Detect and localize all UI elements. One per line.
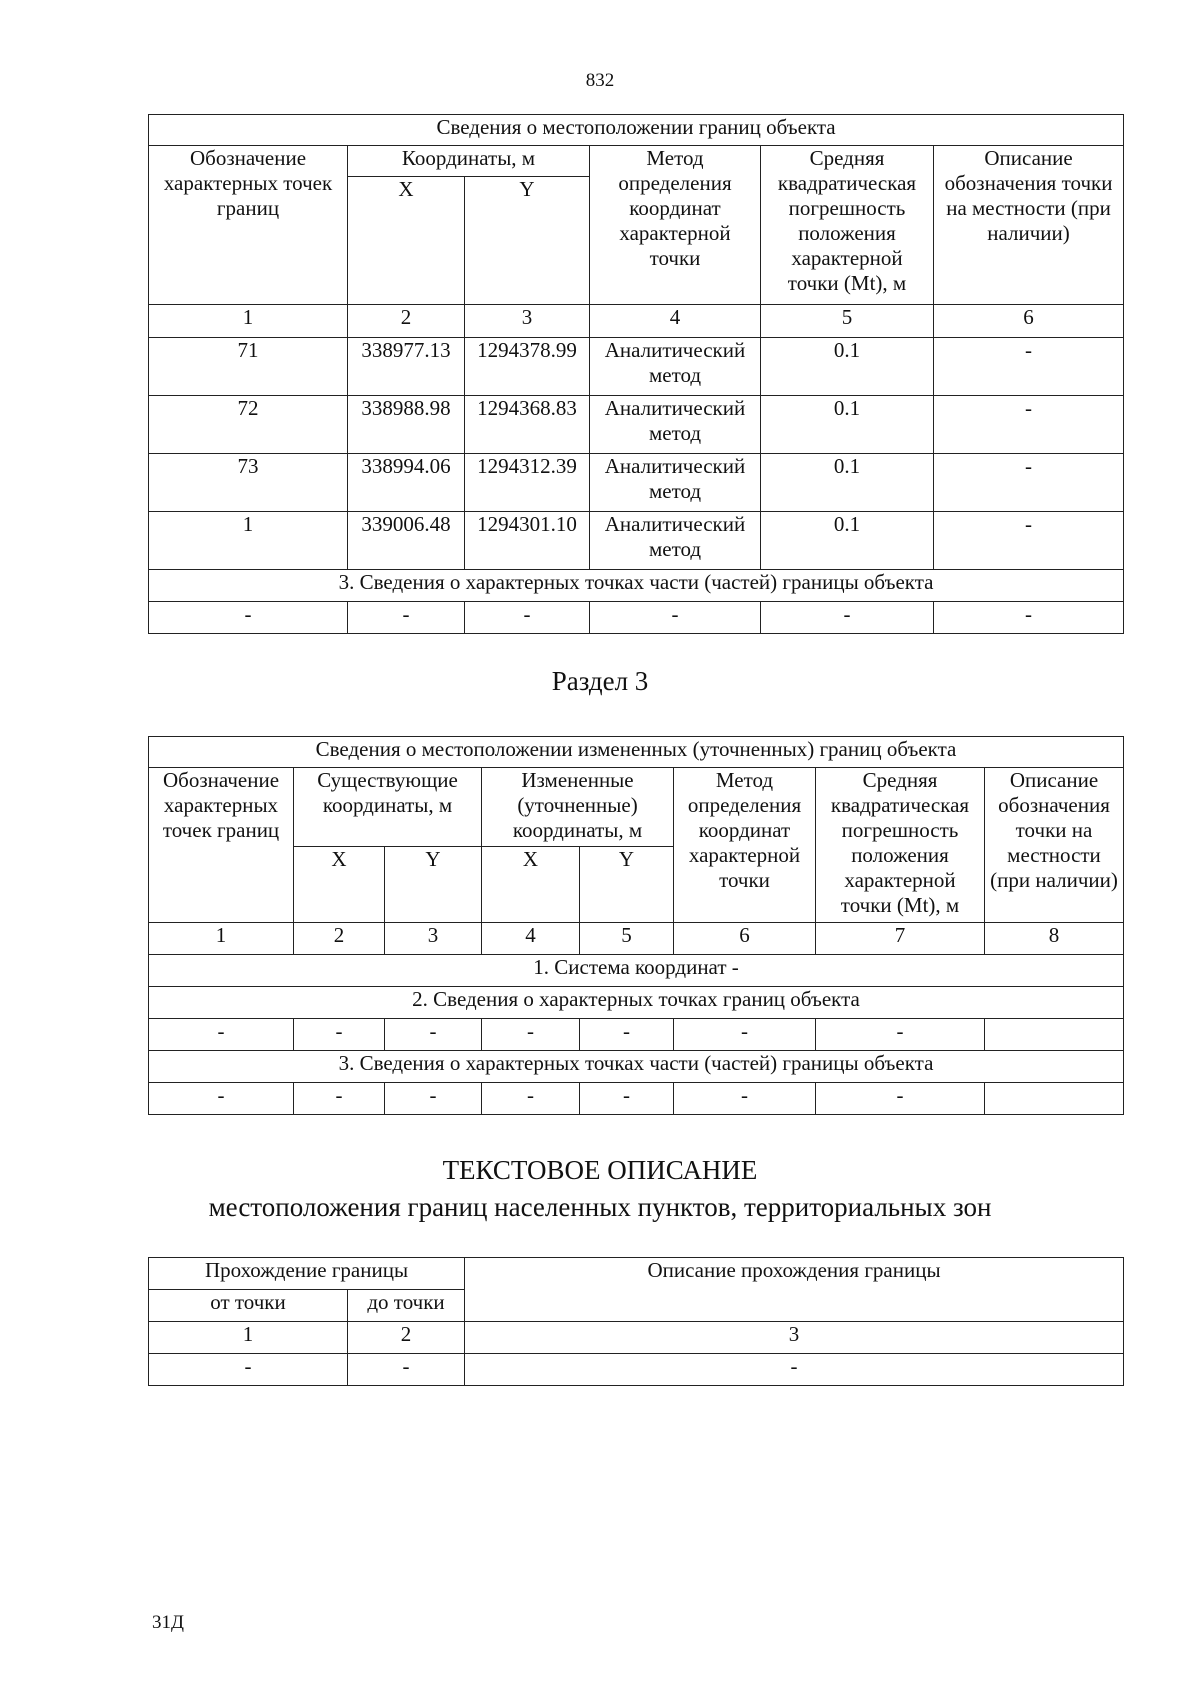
column-numbers-row: [149, 923, 1124, 955]
col-number: 4: [590, 305, 761, 338]
cell-description: -: [934, 338, 1124, 396]
changed-boundary-table: [148, 736, 1124, 1115]
cell-dash: -: [465, 602, 590, 634]
table-row: [149, 1019, 1124, 1051]
header-passage-description: Описание прохождения границы: [465, 1258, 1124, 1322]
cell-empty: [985, 1019, 1124, 1051]
header-x: X: [294, 847, 385, 923]
cell-x: 338977.13: [348, 338, 465, 396]
col-number: 2: [348, 305, 465, 338]
cell-empty: [985, 1083, 1124, 1115]
page-number: 832: [585, 70, 615, 91]
header-coordinates: Координаты, м: [348, 146, 590, 177]
cell-dash: -: [674, 1019, 816, 1051]
header-method: Метод определения координат характерной точки: [590, 146, 761, 305]
header-to-point: до точки: [348, 1290, 465, 1322]
cell-dash: -: [482, 1019, 580, 1051]
column-numbers-row: [149, 305, 1124, 338]
section-label: 3. Сведения о характерных точках части (частей) границы объекта: [149, 570, 1124, 602]
boundary-location-table: [148, 114, 1124, 634]
cell-dash: -: [761, 602, 934, 634]
cell-description: -: [934, 512, 1124, 570]
col-number: 5: [761, 305, 934, 338]
table-row: [149, 602, 1124, 634]
header-error: Средняя квадратическая погрешность положения характерной точки (Mt), м: [816, 768, 985, 923]
text-description-title: ТЕКСТОВОЕ ОПИСАНИЕ: [442, 1155, 758, 1185]
section-label: 2. Сведения о характерных точках границ объекта: [149, 987, 1124, 1019]
table-row: [149, 396, 1124, 454]
table-row: [149, 1083, 1124, 1115]
cell-point: 72: [149, 396, 348, 454]
cell-dash: -: [580, 1083, 674, 1115]
col-number: 1: [149, 305, 348, 338]
cell-dash: -: [294, 1019, 385, 1051]
cell-description: -: [934, 454, 1124, 512]
cell-dash: -: [482, 1083, 580, 1115]
col-number: 2: [294, 923, 385, 955]
header-y: Y: [580, 847, 674, 923]
col-number: 6: [934, 305, 1124, 338]
cell-dash: -: [385, 1019, 482, 1051]
header-existing-coordinates: Существующие координаты, м: [294, 768, 482, 847]
col-number: 3: [465, 305, 590, 338]
footer-code: 31Д: [152, 1612, 184, 1633]
cell-error: 0.1: [761, 454, 934, 512]
table-title: Сведения о местоположении измененных (уточненных) границ объекта: [149, 737, 1124, 768]
cell-point: 73: [149, 454, 348, 512]
header-x: X: [348, 177, 465, 305]
table-row: [149, 1354, 1124, 1386]
col-number: 5: [580, 923, 674, 955]
header-error: Средняя квадратическая погрешность положения характерной точки (Mt), м: [761, 146, 934, 305]
cell-dash: -: [149, 602, 348, 634]
cell-x: 338994.06: [348, 454, 465, 512]
table-row: [149, 454, 1124, 512]
cell-dash: -: [385, 1083, 482, 1115]
cell-y: 1294312.39: [465, 454, 590, 512]
cell-y: 1294301.10: [465, 512, 590, 570]
cell-dash: -: [816, 1083, 985, 1115]
cell-point: 71: [149, 338, 348, 396]
cell-error: 0.1: [761, 338, 934, 396]
cell-method: Аналитический метод: [590, 396, 761, 454]
cell-dash: -: [348, 602, 465, 634]
col-number: 6: [674, 923, 816, 955]
cell-error: 0.1: [761, 396, 934, 454]
column-numbers-row: [149, 1322, 1124, 1354]
header-point-designation: Обозначение характерных точек границ: [149, 146, 348, 305]
header-from-point: от точки: [149, 1290, 348, 1322]
boundary-passage-table: [148, 1257, 1124, 1386]
cell-x: 338988.98: [348, 396, 465, 454]
cell-dash: -: [149, 1354, 348, 1386]
cell-dash: -: [674, 1083, 816, 1115]
header-boundary-passage: Прохождение границы: [149, 1258, 465, 1290]
cell-point: 1: [149, 512, 348, 570]
header-y: Y: [465, 177, 590, 305]
cell-dash: -: [934, 602, 1124, 634]
cell-error: 0.1: [761, 512, 934, 570]
col-number: 8: [985, 923, 1124, 955]
cell-y: 1294378.99: [465, 338, 590, 396]
cell-dash: -: [580, 1019, 674, 1051]
header-method: Метод определения координат характерной точки: [674, 768, 816, 923]
cell-description: -: [934, 396, 1124, 454]
header-point-designation: Обозначение характерных точек границ: [149, 768, 294, 923]
section-label: 3. Сведения о характерных точках части (частей) границы объекта: [149, 1051, 1124, 1083]
col-number: 1: [149, 1322, 348, 1354]
cell-dash: -: [149, 1019, 294, 1051]
text-description-subtitle: местоположения границ населенных пунктов, территориальных зон: [208, 1192, 992, 1222]
col-number: 2: [348, 1322, 465, 1354]
header-description: Описание обозначения точки на местности (при наличии): [934, 146, 1124, 305]
section-heading: Раздел 3: [551, 666, 649, 696]
header-y: Y: [385, 847, 482, 923]
col-number: 7: [816, 923, 985, 955]
cell-y: 1294368.83: [465, 396, 590, 454]
cell-dash: -: [465, 1354, 1124, 1386]
table-row: [149, 338, 1124, 396]
col-number: 1: [149, 923, 294, 955]
header-changed-coordinates: Измененные (уточненные) координаты, м: [482, 768, 674, 847]
cell-dash: -: [149, 1083, 294, 1115]
cell-method: Аналитический метод: [590, 454, 761, 512]
cell-method: Аналитический метод: [590, 512, 761, 570]
col-number: 3: [465, 1322, 1124, 1354]
cell-dash: -: [294, 1083, 385, 1115]
cell-dash: -: [590, 602, 761, 634]
cell-dash: -: [816, 1019, 985, 1051]
col-number: 4: [482, 923, 580, 955]
cell-x: 339006.48: [348, 512, 465, 570]
table-title: Сведения о местоположении границ объекта: [149, 115, 1124, 146]
table-row: [149, 512, 1124, 570]
header-description: Описание обозначения точки на местности (при наличии): [985, 768, 1124, 923]
cell-dash: -: [348, 1354, 465, 1386]
col-number: 3: [385, 923, 482, 955]
cell-method: Аналитический метод: [590, 338, 761, 396]
header-x: X: [482, 847, 580, 923]
section-label: 1. Система координат -: [149, 955, 1124, 987]
